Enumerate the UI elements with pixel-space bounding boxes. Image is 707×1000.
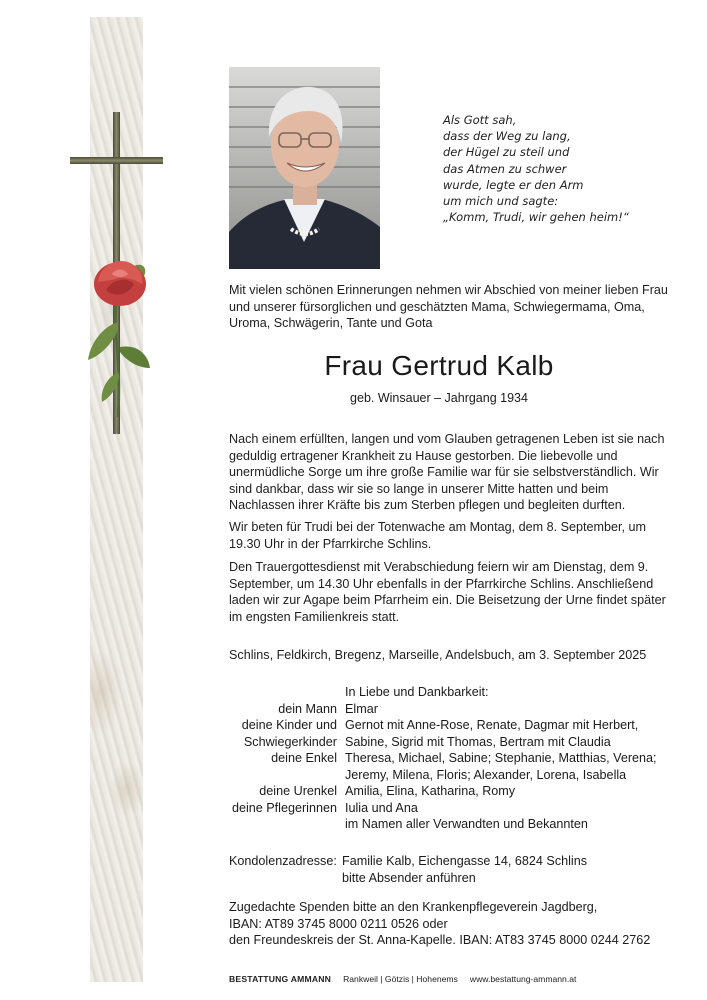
condolence-row	[229, 853, 669, 870]
poem-line: um mich und sagte:	[443, 194, 559, 209]
condolence-label: Kondolenzadresse:	[229, 854, 337, 868]
family-names: Amilia, Elina, Katharina, Romy	[345, 784, 516, 798]
rose-icon	[82, 252, 162, 422]
condolence-row	[229, 870, 669, 887]
family-row	[229, 684, 669, 701]
family-row	[229, 800, 669, 817]
family-names: Sabine, Sigrid mit Thomas, Bertram mit Claudia	[345, 734, 611, 749]
family-relation: dein Mann	[278, 701, 337, 716]
poem-line: Als Gott sah,	[443, 113, 517, 127]
family-relation: deine Kinder und	[241, 718, 337, 732]
poem-line: der Hügel zu steil und	[443, 145, 570, 160]
family-names: im Namen aller Verwandten und Bekannten	[345, 817, 588, 831]
donation-line: Zugedachte Spenden bitte an den Krankenpflegeverein Jagdberg,	[229, 900, 598, 914]
family-names: Gernot mit Anne-Rose, Renate, Dagmar mit Herbert,	[345, 718, 639, 732]
poem	[443, 112, 683, 225]
family-relation: deine Urenkel	[259, 784, 337, 798]
footer	[229, 974, 576, 984]
family-relation	[229, 816, 345, 833]
family-names: Theresa, Michael, Sabine; Stephanie, Matthias, Verena;	[345, 751, 657, 765]
condolence-spacer	[229, 870, 342, 887]
family-row	[229, 734, 669, 751]
family-relation: deine Enkel	[271, 751, 337, 765]
condolence-address-text: Familie Kalb, Eichengasse 14, 6824 Schlins	[342, 854, 588, 868]
donation-line: den Freundeskreis der St. Anna-Kapelle. IBAN: AT83 3745 8000 0244 2762	[229, 933, 651, 947]
family-row	[229, 701, 669, 718]
family-row	[229, 783, 669, 800]
footer-website[interactable]: www.bestattung-ammann.at	[469, 974, 577, 984]
intro-paragraph: Mit vielen schönen Erinnerungen nehmen wir Abschied von meiner lieben Frau und unserer fürsorglichen und geschätzten Mama, Schwiegermama, Oma, Uroma, Schwägerin, Tante und Gota	[229, 283, 668, 330]
life-paragraph: Nach einem erfüllten, langen und vom Glauben getragenen Leben ist sie nach geduldig ertragener Krankheit zu Hause gestorben. Die liebevolle und unermüdliche Sorge um ihre große Familie war für sie selbstverständlich. Wir sind dankbar, dass wir sie so lange in unserer Mitte hatten und beim Nachlassen ihrer Kräfte bis zum Sterben pflegen und begleiten durften.	[229, 432, 665, 512]
wake-paragraph: Wir beten für Trudi bei der Totenwache am Montag, dem 8. September, um 19.30 Uhr in der Pfarrkirche Schlins.	[229, 520, 646, 551]
condolence-address	[229, 853, 669, 886]
family-row	[229, 717, 669, 734]
family-relation	[229, 684, 345, 701]
donation-info	[229, 899, 679, 949]
family-row	[229, 767, 669, 784]
family-names: Elmar	[345, 701, 378, 716]
family-relation: deine Pflegerinnen	[231, 800, 337, 815]
family-list	[229, 684, 669, 833]
portrait-photo	[229, 67, 380, 269]
poem-line: das Atmen zu schwer	[443, 161, 567, 176]
condolence-note: bitte Absender anführen	[342, 870, 476, 885]
donation-line: IBAN: AT89 3745 8000 0211 0526 oder	[229, 916, 448, 931]
poem-line: „Komm, Trudi, wir gehen heim!“	[443, 210, 629, 225]
footer-brand: BESTATTUNG AMMANN	[229, 974, 332, 984]
footer-locations: Rankweil | Götzis | Hohenems	[343, 974, 458, 984]
poem-line: wurde, legte er den Arm	[443, 177, 584, 192]
family-row	[229, 816, 669, 833]
deceased-name: Frau Gertrud Kalb	[324, 350, 554, 381]
birth-info: geb. Winsauer – Jahrgang 1934	[350, 391, 528, 405]
service-paragraph: Den Trauergottesdienst mit Verabschiedung feiern wir am Dienstag, dem 9. September, um 14.30 Uhr ebenfalls in der Pfarrkirche Schlins. Anschließend laden wir zur Agape beim Pfarrheim ein. Die Beisetzung der Urne findet später im engsten Familienkreis statt.	[229, 560, 666, 624]
family-names: Iulia und Ana	[345, 800, 418, 815]
place-date: Schlins, Feldkirch, Bregenz, Marseille, Andelsbuch, am 3. September 2025	[229, 648, 647, 662]
family-names: In Liebe und Dankbarkeit:	[345, 685, 489, 699]
family-relation	[229, 767, 345, 784]
family-relation: Schwiegerkinder	[243, 734, 337, 749]
poem-line: dass der Weg zu lang,	[443, 129, 571, 144]
family-names: Jeremy, Milena, Floris; Alexander, Lorena, Isabella	[345, 767, 627, 782]
cross-icon-bar	[70, 157, 163, 164]
family-row	[229, 750, 669, 767]
